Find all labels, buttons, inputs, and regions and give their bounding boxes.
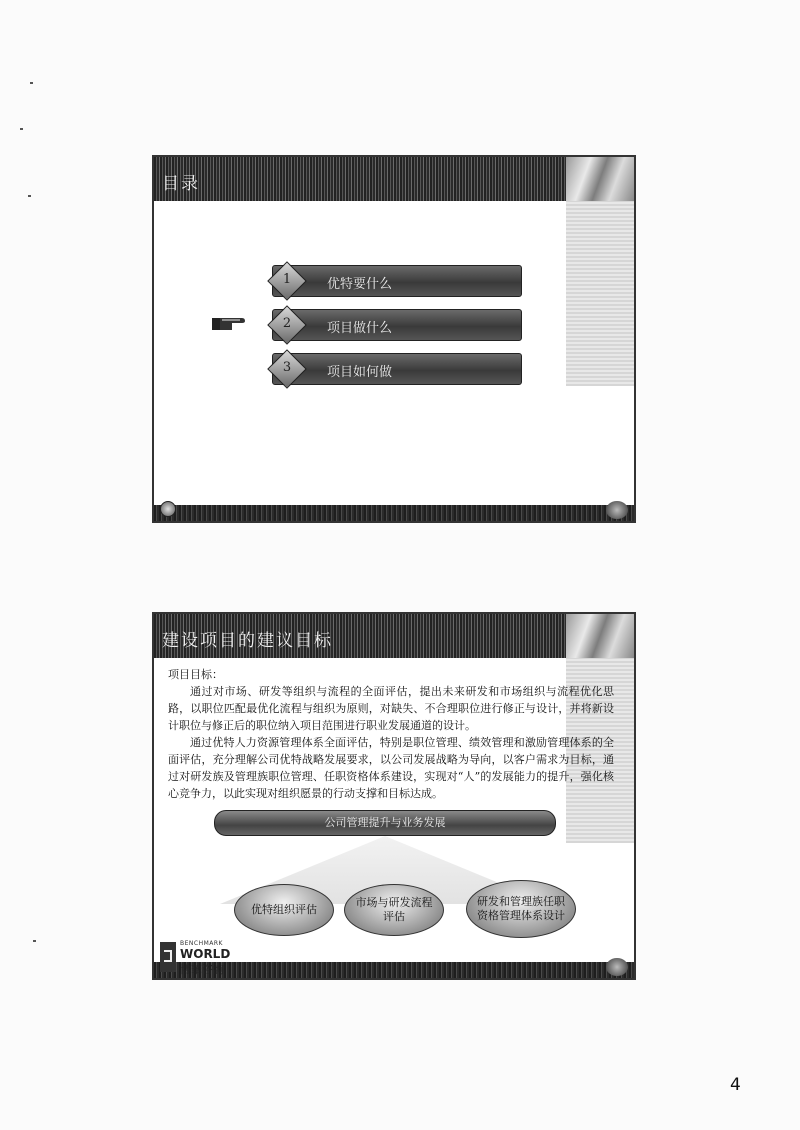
oval-label: 优特组织评估 [251,903,317,916]
slide-bottom-bar [154,505,634,521]
toc-item-3[interactable] [272,353,522,385]
oval-qualification-design [466,880,576,938]
oval-process-assessment [344,884,444,936]
oval-label: 研发和管理族任职资格管理体系设计 [477,895,565,922]
toc-item-2[interactable] [272,309,522,341]
slide-title-bar [154,157,634,201]
slide-body-text [168,666,614,802]
paragraph: 通过优特人力资源管理体系全面评估，特别是职位管理、绩效管理和激励管理体系的全面评估，充分理解公司优特战略发展要求，以公司发展战略为导向，以客户需求为目标，通过对研发族及管理族职位管理、任职资格体系建设，实现对“人”的发展能力的提升，强化核心竞争力，以此实现对组织愿景的行动支撑和目标达成。 [168,736,614,800]
scan-speck [28,195,31,197]
toc-item-label: 项目如何做 [327,365,393,380]
oval-label: 市场与研发流程评估 [355,896,433,923]
page-number: 4 [730,1075,741,1095]
toc-item-label: 项目做什么 [327,321,393,336]
slide-title: 建设项目的建议目标 [162,631,333,651]
scan-speck [33,940,36,942]
slide-number-badge-icon [606,958,628,976]
paragraph: 通过对市场、研发等组织与流程的全面评估，提出未来研发和市场组织与流程优化思路，以职位匹配最优化流程与组织为原则，对缺失、不合理职位进行修正与设计，并将新设计职位与修正后的职位纳入项目范围进行职业发展通道的设计。 [168,685,614,732]
diamond-icon [269,307,305,343]
toc-item-label: 优特要什么 [327,277,393,292]
company-logo [160,940,260,976]
management-banner: 公司管理提升与业务发展 [214,810,556,836]
oval-org-assessment [234,884,334,936]
slide-title: 目录 [162,174,200,194]
toc-item-number: 3 [282,360,292,375]
logo-text-line3: 博華咨詢 [180,963,224,976]
toc-item-number: 1 [282,272,292,287]
slide-number-badge-icon [606,501,628,519]
scan-speck [30,82,33,84]
slide-project-goals [152,612,636,980]
slide-title-bar [154,614,634,658]
toc-item-number: 2 [282,316,292,331]
diamond-icon [269,351,305,387]
logo-text-line1: BENCHMARK [180,940,223,947]
pointing-hand-icon [212,314,246,334]
toc-item-1[interactable] [272,265,522,297]
scan-speck [20,128,23,130]
logo-mark-icon [160,942,176,972]
corner-ornament-icon [160,501,176,517]
logo-text-line2: WORLD [180,947,231,961]
decorative-side-panel [566,201,634,386]
slide-table-of-contents [152,155,636,523]
decorative-image [566,614,634,658]
diamond-icon [269,263,305,299]
decorative-image [566,157,634,201]
section-heading: 项目目标： [168,668,223,681]
